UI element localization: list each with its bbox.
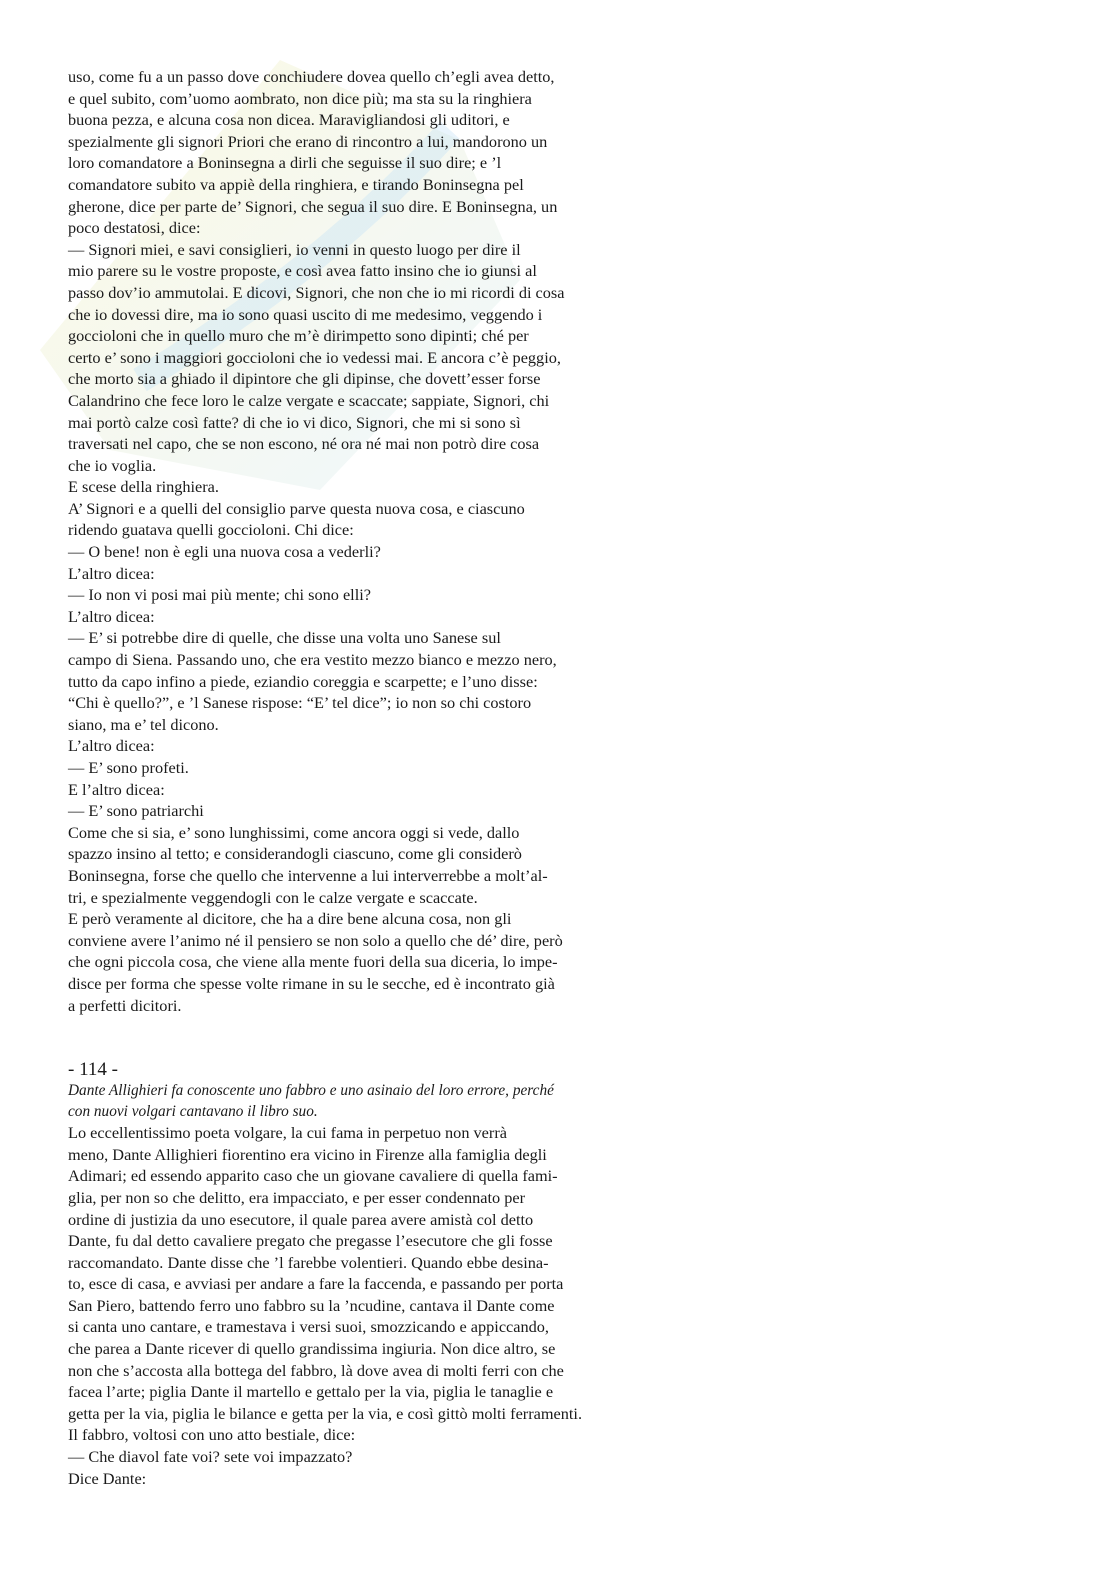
text-line: getta per la via, piglia le bilance e getta per la via, e così gittò molti ferramenti. bbox=[68, 1403, 583, 1423]
text-line: gherone, dice per parte de’ Signori, che segua il suo dire. E Boninsegna, un bbox=[68, 196, 558, 216]
text-line: non che s’accosta alla bottega del fabbro, là dove avea di molti ferri con che bbox=[68, 1360, 564, 1380]
text-line: uso, come fu a un passo dove conchiudere dovea quello ch’egli avea detto, bbox=[68, 67, 555, 86]
text-line: E scese della ringhiera. bbox=[68, 477, 219, 497]
text-line: Il fabbro, voltosi con uno atto bestiale, dice: bbox=[68, 1425, 356, 1445]
text-line: — Signori miei, e savi consiglieri, io venni in questo luogo per dire il bbox=[68, 239, 521, 259]
text-line: loro comandatore a Boninsegna a dirli che seguisse il suo dire; e ’l bbox=[68, 153, 502, 173]
text-line: Dante, fu dal detto cavaliere pregato che pregasse l’esecutore che gli fosse bbox=[68, 1231, 553, 1251]
text-line: ordine di justizia da uno esecutore, il quale parea avere amistà col detto bbox=[68, 1209, 534, 1229]
text-line: L’altro dicea: bbox=[68, 606, 155, 626]
text-line: Calandrino che fece loro le calze vergate e scaccate; sappiate, Signori, chi bbox=[68, 390, 550, 410]
text-line: che morto sia a ghiado il dipintore che gli dipinse, che dovett’esser forse bbox=[68, 369, 541, 389]
text-line: — E’ sono patriarchi bbox=[68, 801, 204, 821]
text-line: — Che diavol fate voi? sete voi impazzato? bbox=[68, 1447, 353, 1467]
text-line: conviene avere l’animo né il pensiero se non solo a quello che dé’ dire, però bbox=[68, 930, 563, 950]
text-line: mai portò calze così fatte? di che io vi dico, Signori, che mi si sono sì bbox=[68, 412, 521, 432]
text-line: raccomandato. Dante disse che ’l farebbe volentieri. Quando ebbe desina- bbox=[68, 1252, 549, 1272]
text-line: Dice Dante: bbox=[68, 1468, 147, 1488]
text-line: buona pezza, e alcuna cosa non dicea. Maravigliandosi gli uditori, e bbox=[68, 110, 510, 130]
title-line: Dante Allighieri fa conoscente uno fabbro e uno asinaio del loro errore, perché bbox=[68, 1082, 554, 1100]
text-line: a perfetti dicitori. bbox=[68, 995, 182, 1015]
text-line: gocciolonі che in quello muro che m’è dirimpetto sono dipinti; ché per bbox=[68, 326, 529, 346]
text-line: glia, per non so che delitto, era impacciato, e per esser condennato per bbox=[68, 1187, 526, 1207]
text-line: Lo eccellentissimo poeta volgare, la cui fama in perpetuo non verrà bbox=[68, 1123, 507, 1143]
story-continuation bbox=[68, 66, 708, 1016]
text-line: certo e’ sono i maggiori gocciolonі che io vedessi mai. E ancora c’è peggio, bbox=[68, 347, 561, 367]
text-line: disce per forma che spesse volte rimane in su le secche, ed è incontrato già bbox=[68, 973, 555, 993]
text-line: — E’ sono profeti. bbox=[68, 758, 189, 777]
text-line: E però veramente al dicitore, che ha a dire bene alcuna cosa, non gli bbox=[68, 909, 512, 929]
section-gap bbox=[68, 1016, 708, 1058]
text-line: L’altro dicea: bbox=[68, 563, 155, 583]
text-line: campo di Siena. Passando uno, che era vestito mezzo bianco e mezzo nero, bbox=[68, 650, 557, 670]
text-line: spezialmente gli signori Priori che erano di rincontro a lui, mandorono un bbox=[68, 131, 548, 151]
text-line: “Chi è quello?”, e ’l Sanese rispose: “E’ tel dice”; io non so chi costoro bbox=[68, 693, 532, 713]
novella-text bbox=[68, 1122, 708, 1489]
text-line: si canta uno cantare, e tramestava i versi suoi, smozzicando e appiccando, bbox=[68, 1317, 550, 1337]
text-line: facea l’arte; piglia Dante il martello e gettalo per la via, piglia le tanaglie e bbox=[68, 1382, 554, 1402]
text-line: tri, e spezialmente veggendogli con le calze vergate e scaccate. bbox=[68, 887, 478, 907]
text-line: spazzo insino al tetto; e considerandogli ciascuno, come gli considerò bbox=[68, 844, 522, 864]
text-line: passo dov’io ammutolai. E dicovi, Signori, che non che io mi ricordi di cosa bbox=[68, 282, 565, 302]
text-line: e quel subito, com’uomo aombrato, non dice più; ma sta su la ringhiera bbox=[68, 88, 532, 108]
text-line: Adimari; ed essendo apparito caso che un giovane cavaliere di quella fami- bbox=[68, 1166, 558, 1186]
novella-title bbox=[68, 1081, 708, 1122]
text-line: che io dovessi dire, ma io sono quasi uscito di me medesimo, veggendo i bbox=[68, 304, 543, 324]
text-line: L’altro dicea: bbox=[68, 736, 155, 756]
text-line: siano, ma e’ tel dicono. bbox=[68, 714, 219, 734]
text-line: che ogni piccola cosa, che viene alla mente fuori della sua diceria, lo impe- bbox=[68, 952, 558, 972]
text-line: poco destatosi, dice: bbox=[68, 218, 201, 238]
text-line: A’ Signori e a quelli del consiglio parve questa nuova cosa, e ciascuno bbox=[68, 498, 525, 518]
text-line: E l’altro dicea: bbox=[68, 779, 165, 799]
text-line: — Io non vi posi mai più mente; chi sono elli? bbox=[68, 585, 371, 605]
page-body bbox=[68, 66, 708, 1489]
text-line: ridendo guatava quelli gocciolonі. Chi dice: bbox=[68, 520, 354, 540]
text-line: mio parere su le vostre proposte, e così avea fatto insino che io giunsi al bbox=[68, 261, 537, 281]
text-line: to, esce di casa, e avviasi per andare a fare la faccenda, e passando per porta bbox=[68, 1274, 564, 1294]
text-line: San Piero, battendo ferro uno fabbro su la ’ncudine, cantava il Dante come bbox=[68, 1295, 555, 1315]
text-line: Boninsegna, forse che quello che intervenne a lui interverrebbe a molt’al- bbox=[68, 865, 548, 885]
text-line: tutto da capo infino a piede, eziandio coreggia e scarpette; e l’uno disse: bbox=[68, 671, 538, 691]
text-line: comandatore subito va appiè della ringhiera, e tirando Boninsegna pel bbox=[68, 174, 524, 194]
text-line: Come che si sia, e’ sono lunghissimi, come ancora oggi si vede, dallo bbox=[68, 822, 520, 842]
text-line: — E’ si potrebbe dire di quelle, che disse una volta uno Sanese sul bbox=[68, 628, 501, 648]
text-line: che io voglia. bbox=[68, 455, 157, 475]
novella-number: - 114 - bbox=[68, 1059, 118, 1081]
title-line: con nuovi volgari cantavano il libro suo. bbox=[68, 1102, 318, 1120]
text-line: traversati nel capo, che se non escono, né ora né mai non potrò dire cosa bbox=[68, 434, 540, 454]
text-line: meno, Dante Allighieri fiorentino era vicino in Firenze alla famiglia degli bbox=[68, 1144, 547, 1164]
text-line: che parea a Dante ricever di quello grandissima ingiuria. Non dice altro, se bbox=[68, 1339, 556, 1359]
text-line: — O bene! non è egli una nuova cosa a vederli? bbox=[68, 542, 381, 562]
